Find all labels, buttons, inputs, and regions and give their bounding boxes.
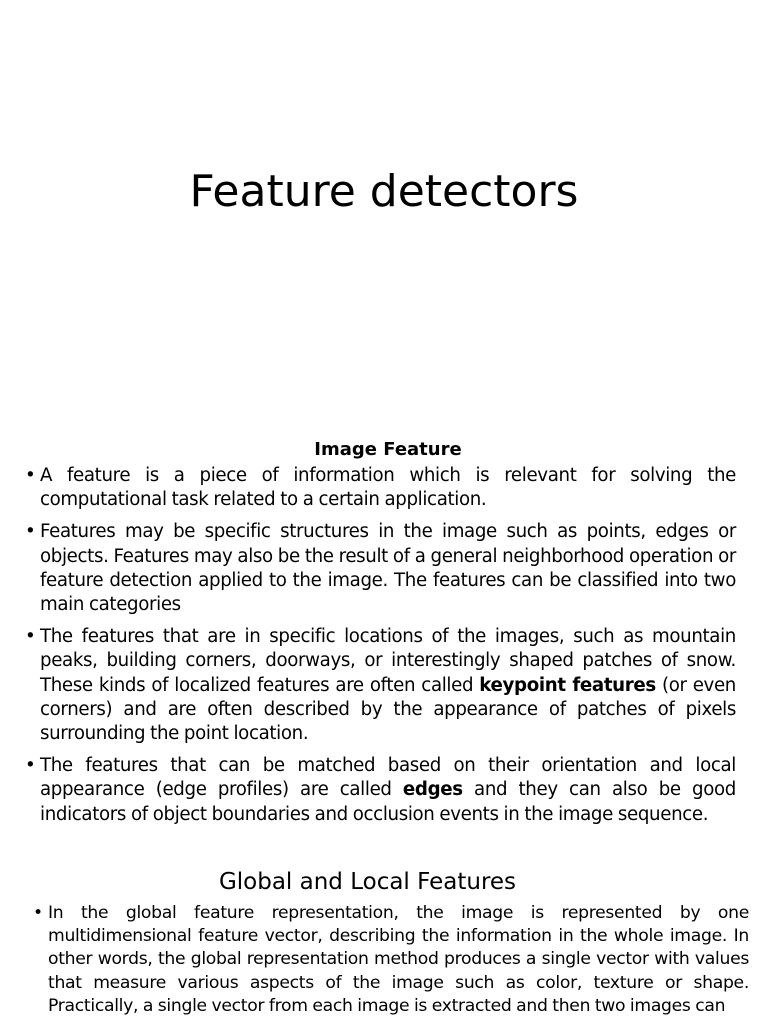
edges-term: edges [402, 779, 463, 801]
bullet-glyph: • [25, 521, 36, 543]
slide-title: Feature detectors [189, 166, 579, 217]
bullet-item-feature-structures [26, 520, 736, 617]
bullet-text: Features may be specific structures in the image such as points, edges or objects. Features may also be the result of a general neighborhood operation or feature detection applied to the image. The features can be classified into two main categories [40, 521, 736, 616]
global-local-bullet-list [34, 902, 749, 1018]
bullet-glyph: • [25, 465, 36, 486]
bullet-text-before: The features that can be matched based on their orientation and local appearance (edge profiles) are called [40, 755, 736, 801]
bullet-item-feature-definition [26, 464, 736, 512]
bullet-text: A feature is a piece of information which is relevant for solving the computational task related to a certain application. [40, 465, 736, 511]
global-local-section [34, 866, 749, 1026]
bullet-text-after: (or even corners) and are often described by the appearance of patches of pixels surrounding the point location. [40, 674, 736, 745]
image-feature-bullet-list [26, 464, 736, 827]
image-feature-heading: Image Feature [314, 439, 462, 460]
bullet-text-before: The features that are in specific locations of the images, such as mountain peaks, building corners, doorways, or interestingly shaped patches of snow. These kinds of localized features are often called [40, 626, 736, 696]
image-feature-section [26, 438, 736, 835]
bullet-item-keypoint-features [26, 625, 736, 746]
bullet-glyph: • [25, 755, 36, 777]
bullet-item-edges [26, 754, 736, 827]
bullet-text-after: and they can also be good indicators of object boundaries and occlusion events in the image sequence. [40, 779, 736, 825]
bullet-item-global-representation [34, 902, 749, 1018]
bullet-glyph: • [33, 903, 43, 923]
global-local-heading: Global and Local Features [218, 869, 517, 895]
bullet-text: In the global feature representation, the image is represented by one multidimensional feature vector, describing the information in the whole image. In other words, the global representation method produces a single vector with values that measure various aspects of the image such as color, texture or shape. Practically, a single vector from each image is extracted and then two images can [48, 903, 749, 1016]
keypoint-features-term: keypoint features [479, 674, 656, 696]
bullet-glyph: • [25, 626, 36, 648]
